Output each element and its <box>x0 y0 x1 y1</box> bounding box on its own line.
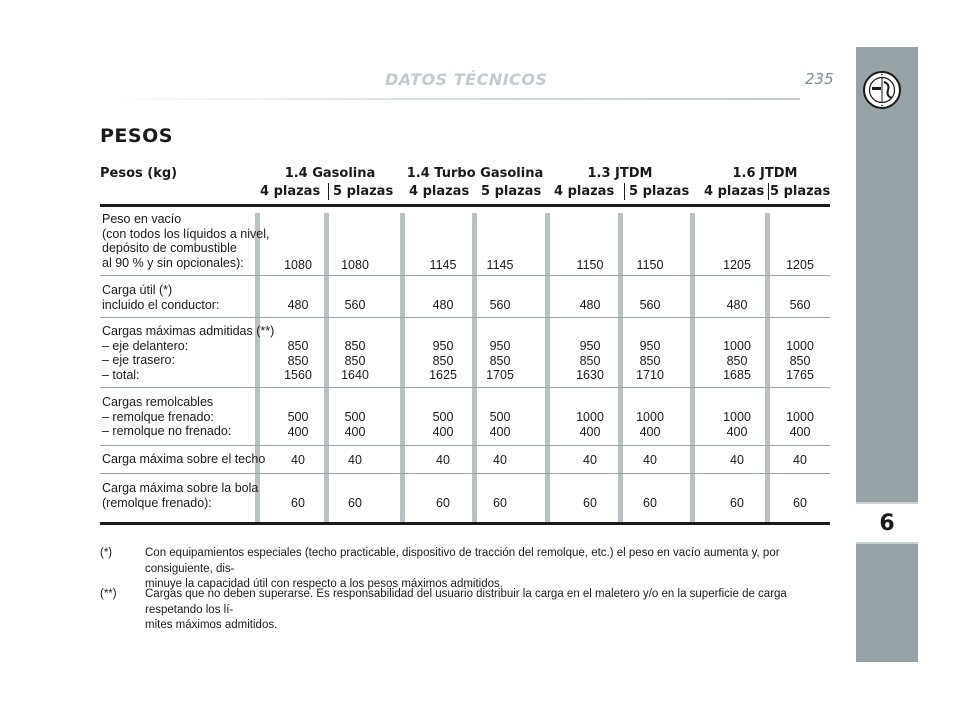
column-stripe <box>545 213 550 523</box>
row-label-empty-weight: Peso en vacío (con todos los líquidos a nivel, depósito de combustible al 90 % y sin opcionales): <box>102 212 270 270</box>
table-cell: 1145 <box>429 258 457 272</box>
row-divider <box>100 275 830 276</box>
row-divider <box>100 387 830 388</box>
table-cell: 560 <box>789 298 811 312</box>
table-cell: 500 400 <box>287 410 309 439</box>
table-cell: 40 <box>643 453 657 467</box>
table-cell: 950 850 1710 <box>636 339 664 382</box>
table-cell: 40 <box>348 453 362 467</box>
header-rule <box>100 98 800 100</box>
engine-4-sub-5: 5 plazas <box>770 184 831 199</box>
engine-3-sub-4: 4 plazas <box>554 184 615 199</box>
chapter-number: 6 <box>856 502 918 544</box>
table-cell: 60 <box>436 496 450 510</box>
footnote-2 <box>100 587 830 631</box>
header-title: DATOS TÉCNICOS <box>385 70 548 89</box>
row-divider <box>100 445 830 446</box>
table-cell: 950 850 1705 <box>486 339 514 382</box>
table-cell: 60 <box>493 496 507 510</box>
table-cell: 480 <box>432 298 454 312</box>
row-label-roof-load: Carga máxima sobre el techo <box>102 452 266 466</box>
row-divider <box>100 317 830 318</box>
table-cell: 1205 <box>786 258 814 272</box>
table-cell: 60 <box>730 496 744 510</box>
engine-4-sub-4: 4 plazas <box>704 184 765 199</box>
column-stripe <box>690 213 695 523</box>
footnote-mark: (*) <box>100 547 113 559</box>
table-cell: 500 400 <box>489 410 511 439</box>
row-label-max-loads: Cargas máximas admitidas (**) – eje delantero: – eje trasero: – total: <box>102 324 275 382</box>
table-cell: 560 <box>344 298 366 312</box>
table-cell: 60 <box>793 496 807 510</box>
table-cell: 1145 <box>486 258 514 272</box>
table-cell: 60 <box>348 496 362 510</box>
engine-3-sub-5: 5 plazas <box>629 184 690 199</box>
engine-header-3: 1.3 JTDM <box>587 166 653 181</box>
row-label-towball-load: Carga máxima sobre la bola (remolque frenado): <box>102 481 259 510</box>
engine-2-sub-4: 4 plazas <box>409 184 470 199</box>
table-cell: 950 850 1630 <box>576 339 604 382</box>
engine-1-sub-divider <box>328 183 329 200</box>
table-cell: 500 400 <box>432 410 454 439</box>
table-cell: 560 <box>639 298 661 312</box>
engine-1-sub-5: 5 plazas <box>333 184 394 199</box>
engine-header-1: 1.4 Gasolina <box>284 166 376 181</box>
table-cell: 40 <box>730 453 744 467</box>
table-cell: 40 <box>493 453 507 467</box>
table-cell: 40 <box>436 453 450 467</box>
table-cell: 850 850 1560 <box>284 339 312 382</box>
footnote-mark: (**) <box>100 588 117 600</box>
table-cell: 1150 <box>636 258 664 272</box>
column-stripe <box>400 213 405 523</box>
table-cell: 60 <box>291 496 305 510</box>
table-cell: 1000 400 <box>723 410 751 439</box>
table-cell: 480 <box>726 298 748 312</box>
table-cell: 1000 850 1685 <box>723 339 751 382</box>
table-cell: 40 <box>291 453 305 467</box>
footnote-1 <box>100 546 830 590</box>
table-cell: 1000 400 <box>636 410 664 439</box>
table-cell: 1080 <box>284 258 312 272</box>
row-label-payload: Carga útil (*) incluido el conductor: <box>102 283 220 312</box>
table-cell: 1205 <box>723 258 751 272</box>
table-cell: 1150 <box>576 258 604 272</box>
engine-1-sub-4: 4 plazas <box>260 184 321 199</box>
alfa-romeo-logo-icon <box>862 70 902 110</box>
table-cell: 60 <box>583 496 597 510</box>
row-header-label: Pesos (kg) <box>100 166 178 181</box>
footnote-text: Con equipamientos especiales (techo practicable, dispositivo de tracción del remolque, etc.) el peso en vacío aumenta y, por consiguiente, dis- minuye la capacidad útil con respecto a los pesos máximos admitidos. <box>145 547 780 590</box>
table-cell: 950 850 1625 <box>429 339 457 382</box>
table-bottom-rule <box>100 522 830 525</box>
footnote-text: Cargas que no deben superarse. Es responsabilidad del usuario distribuir la carga en el maletero y/o en la superficie de carga respetando los lí- mites máximos admitidos. <box>145 588 787 631</box>
row-divider <box>100 473 830 474</box>
table-cell: 1000 850 1765 <box>786 339 814 382</box>
engine-3-sub-divider <box>624 183 625 200</box>
table-cell: 40 <box>793 453 807 467</box>
table-cell: 1080 <box>341 258 369 272</box>
table-cell: 1000 400 <box>786 410 814 439</box>
table-cell: 850 850 1640 <box>341 339 369 382</box>
table-header-rule <box>100 204 830 207</box>
table-cell: 40 <box>583 453 597 467</box>
table-cell: 500 400 <box>344 410 366 439</box>
table-cell: 480 <box>287 298 309 312</box>
engine-2-sub-5: 5 plazas <box>481 184 542 199</box>
row-label-towable: Cargas remolcables – remolque frenado: – remolque no frenado: <box>102 395 232 438</box>
table-cell: 560 <box>489 298 511 312</box>
engine-header-2: 1.4 Turbo Gasolina <box>406 166 544 181</box>
page-number: 235 <box>805 70 834 88</box>
table-cell: 480 <box>579 298 601 312</box>
chapter-side-tab <box>856 47 918 662</box>
table-cell: 1000 400 <box>576 410 604 439</box>
engine-header-4: 1.6 JTDM <box>732 166 798 181</box>
section-title: PESOS <box>100 125 173 147</box>
table-cell: 60 <box>643 496 657 510</box>
engine-4-sub-divider <box>768 183 769 200</box>
